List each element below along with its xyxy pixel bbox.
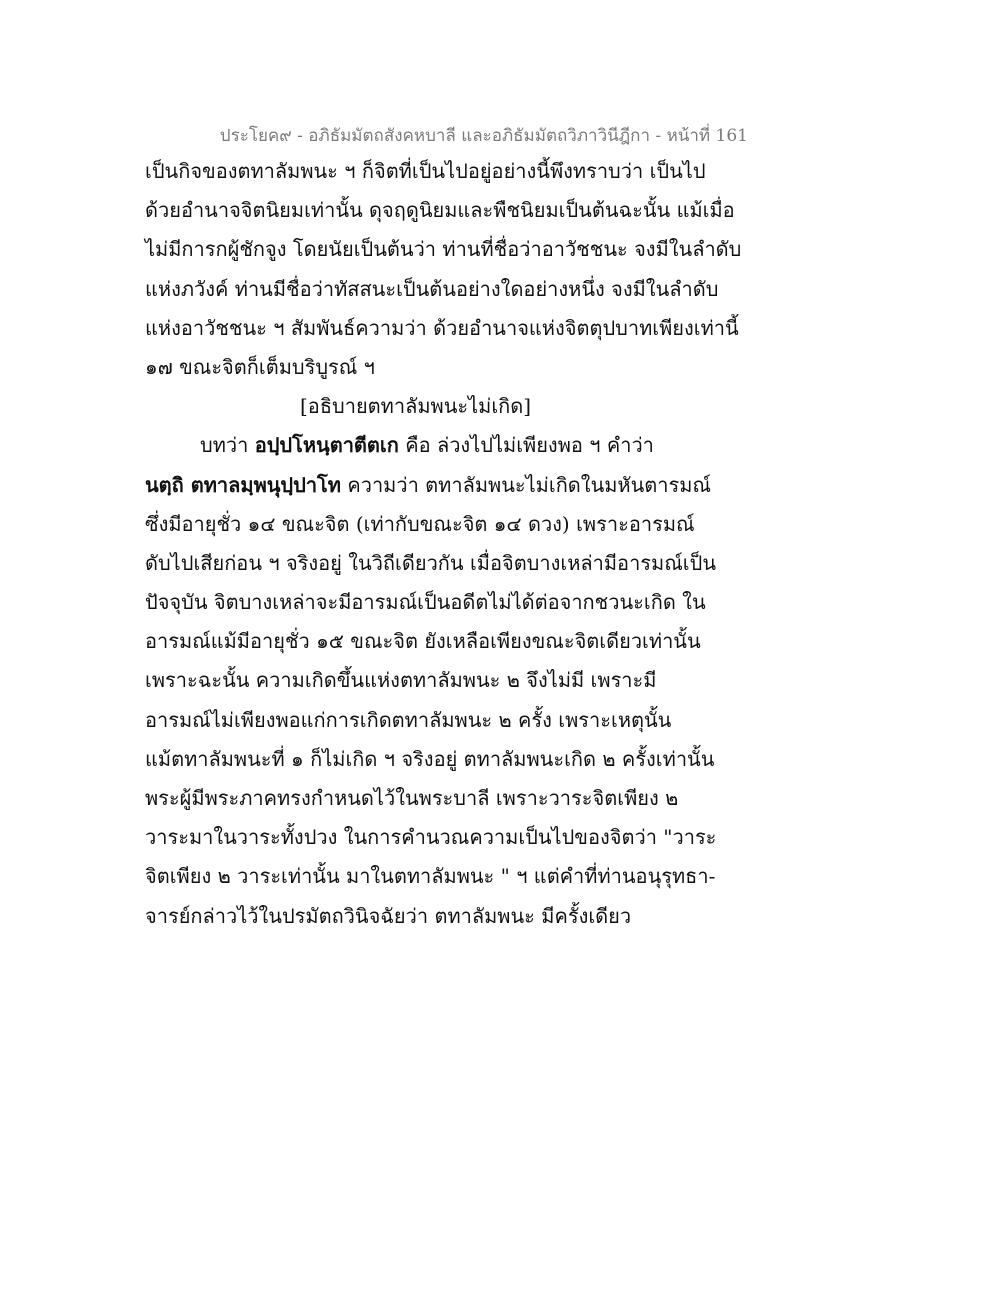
text-line: แม้ตทาลัมพนะที่ ๑ ก็ไม่เกิด ฯ จริงอยู่ ตทาลัมพนะเกิด ๒ ครั้งเท่านั้น bbox=[145, 746, 715, 771]
text-line: เป็นกิจของตทาลัมพนะ ฯ ก็จิตที่เป็นไปอยู่อย่างนี้พึงทราบว่า เป็นไป bbox=[145, 159, 706, 183]
text-segment: บทว่า bbox=[200, 433, 255, 458]
text-segment: ความว่า ตทาลัมพนะไม่เกิดในมหันตารมณ์ bbox=[340, 472, 711, 497]
pali-term: อปฺปโหนฺตาตีตเก bbox=[254, 433, 399, 458]
text-line: จารย์กล่าวไว้ในปรมัตถวินิจฉัยว่า ตทาลัมพนะ มีครั้งเดียว bbox=[145, 903, 632, 928]
text-line: ไม่มีการกผู้ชักจูง โดยนัยเป็นต้นว่า ท่านที่ชื่อว่าอาวัชชนะ จงมีในลำดับ bbox=[145, 237, 742, 262]
text-line: จิตเพียง ๒ วาระเท่านั้น มาในตทาลัมพนะ " ฯ แต่คำที่ท่านอนุรุทธา- bbox=[145, 864, 716, 889]
text-line: ปัจจุบัน จิตบางเหล่าจะมีอารมณ์เป็นอดีตไม่ได้ต่อจากชวนะเกิด ใน bbox=[145, 590, 706, 615]
page-body bbox=[145, 152, 865, 936]
text-line bbox=[145, 466, 865, 505]
text-line: แห่งอาวัชชนะ ฯ สัมพันธ์ความว่า ด้วยอำนาจแห่งจิตตุปบาทเพียงเท่านี้ bbox=[145, 315, 739, 340]
section-heading: [อธิบายตทาลัมพนะไม่เกิด] bbox=[300, 394, 532, 419]
text-segment: คือ ล่วงไปไม่เพียงพอ ฯ คำว่า bbox=[398, 433, 654, 458]
text-line: แห่งภวังค์ ท่านมีชื่อว่าทัสสนะเป็นต้นอย่างใดอย่างหนึ่ง จงมีในลำดับ bbox=[145, 276, 719, 301]
pali-term: นตฺถิ ตทาลมฺพนุปฺปาโท bbox=[145, 472, 341, 497]
text-line bbox=[145, 426, 865, 465]
page-header: ประโยค๙ - อภิธัมมัตถสังคหบาลี และอภิธัมมัตถวิภาวินีฎีกา - หน้าที่ 161 bbox=[219, 126, 748, 146]
text-line: อารมณ์แม้มีอายุชั่ว ๑๕ ขณะจิต ยังเหลือเพียงขณะจิตเดียวเท่านั้น bbox=[145, 629, 701, 654]
text-line: ดับไปเสียก่อน ฯ จริงอยู่ ในวิถีเดียวกัน เมื่อจิตบางเหล่ามีอารมณ์เป็น bbox=[145, 550, 716, 575]
text-line: ๑๗ ขณะจิตก็เต็มบริบูรณ์ ฯ bbox=[145, 354, 375, 379]
text-line: ด้วยอำนาจจิตนิยมเท่านั้น ดุจฤดูนิยมและพืชนิยมเป็นต้นฉะนั้น แม้เมื่อ bbox=[145, 198, 735, 223]
text-line: อารมณ์ไม่เพียงพอแก่การเกิดตทาลัมพนะ ๒ ครั้ง เพราะเหตุนั้น bbox=[145, 707, 672, 732]
text-line: ซึ่งมีอายุชั่ว ๑๔ ขณะจิต (เท่ากับขณะจิต ๑๔ ดวง) เพราะอารมณ์ bbox=[145, 511, 695, 536]
text-line: เพราะฉะนั้น ความเกิดขึ้นแห่งตทาลัมพนะ ๒ จึงไม่มี เพราะมี bbox=[145, 668, 657, 693]
text-line: พระผู้มีพระภาคทรงกำหนดไว้ในพระบาลี เพราะวาระจิตเพียง ๒ bbox=[145, 786, 679, 810]
text-line: วาระมาในวาระทั้งปวง ในการคำนวณความเป็นไปของจิตว่า "วาระ bbox=[145, 825, 717, 850]
